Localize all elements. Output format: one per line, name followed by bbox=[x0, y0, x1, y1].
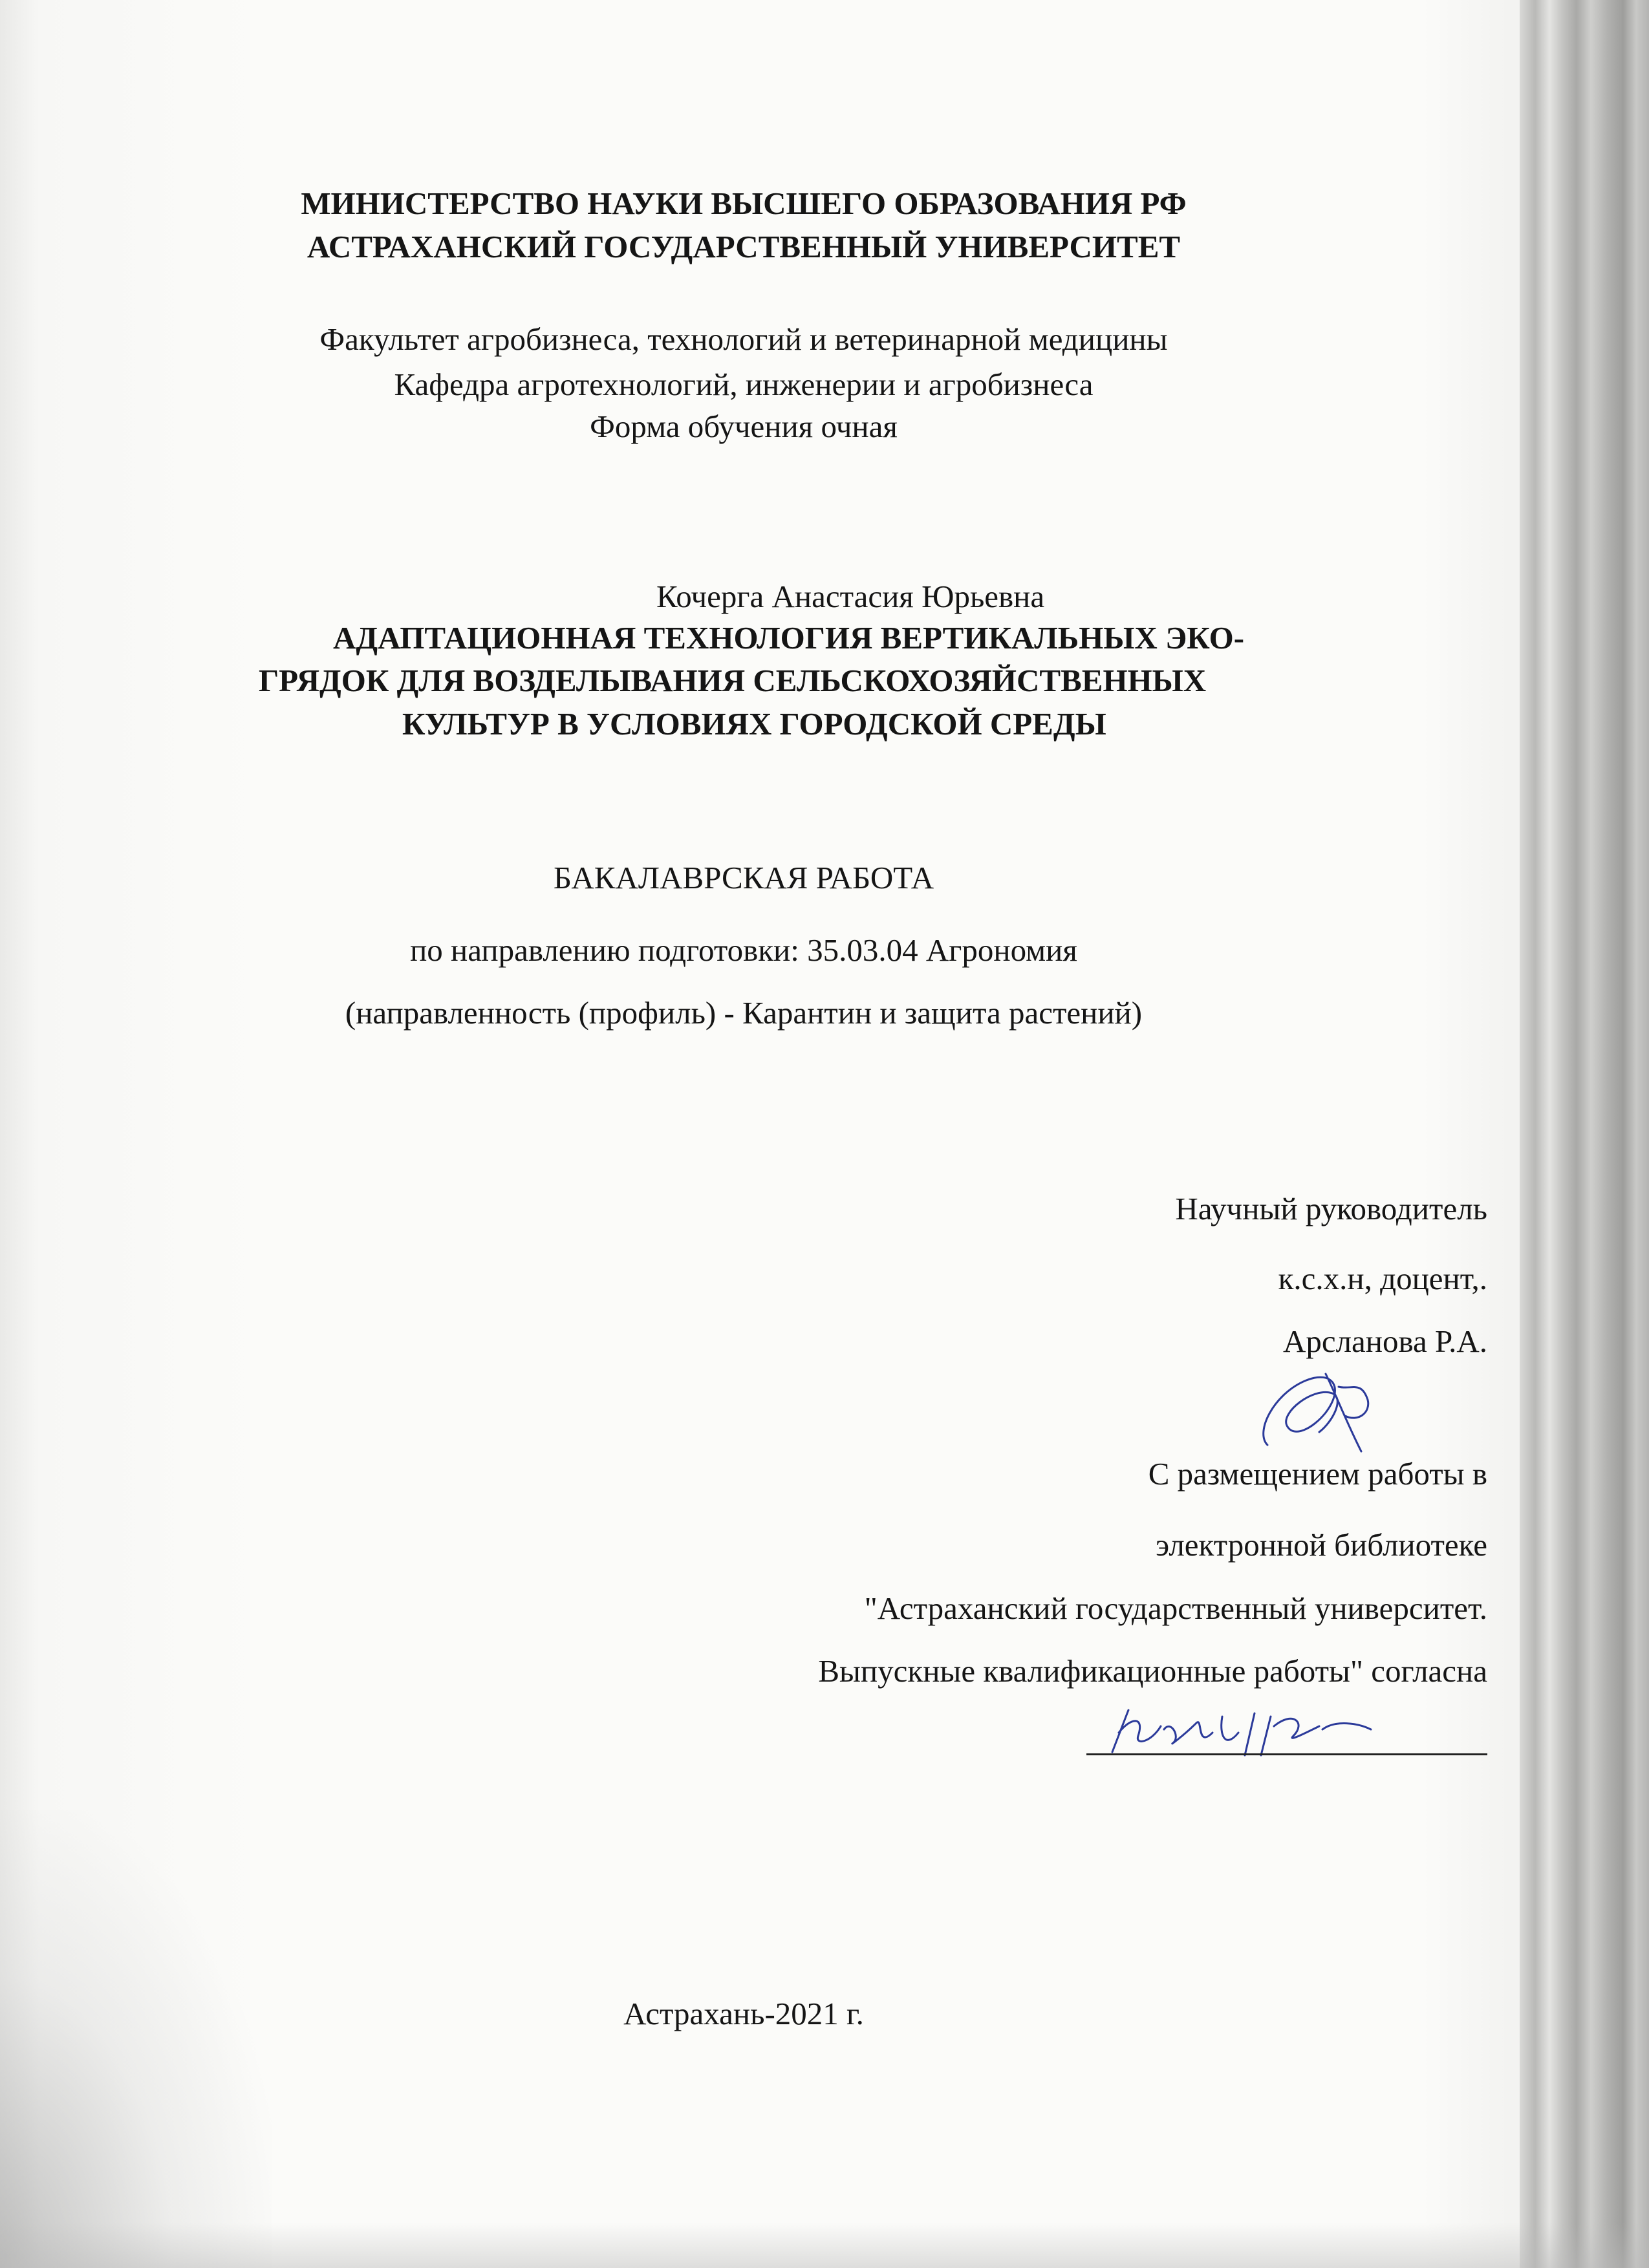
title-line-2: ГРЯДОК ДЛЯ ВОЗДЕЛЫВАНИЯ СЕЛЬСКОХОЗЯЙСТВЕННЫХ bbox=[259, 663, 1207, 698]
supervisor-label: Научный руководитель bbox=[1175, 1191, 1487, 1226]
consent-signature bbox=[1099, 1697, 1384, 1762]
binding-edge bbox=[1520, 0, 1649, 2268]
work-profile: (направленность (профиль) - Карантин и защита растений) bbox=[345, 995, 1143, 1031]
consent-line-1: С размещением работы в bbox=[1148, 1456, 1487, 1492]
city-year: Астрахань-2021 г. bbox=[623, 1996, 864, 2031]
consent-line-4: Выпускные квалификационные работы" согласна bbox=[818, 1653, 1487, 1689]
scan-bottom-shade bbox=[0, 2223, 1649, 2268]
ministry-heading: МИНИСТЕРСТВО НАУКИ ВЫСШЕГО ОБРАЗОВАНИЯ РФ bbox=[301, 186, 1187, 221]
consent-line-2: электронной библиотеке bbox=[1156, 1527, 1487, 1563]
study-form-line: Форма обучения очная bbox=[590, 409, 898, 444]
work-direction: по направлению подготовки: 35.03.04 Агрономия bbox=[410, 932, 1077, 968]
work-type: БАКАЛАВРСКАЯ РАБОТА bbox=[553, 860, 934, 895]
title-line-3: КУЛЬТУР В УСЛОВИЯХ ГОРОДСКОЙ СРЕДЫ bbox=[402, 706, 1106, 742]
author-name: Кочерга Анастасия Юрьевна bbox=[656, 579, 1045, 614]
university-heading: АСТРАХАНСКИЙ ГОСУДАРСТВЕННЫЙ УНИВЕРСИТЕТ bbox=[307, 229, 1181, 264]
faculty-line: Факультет агробизнеса, технологий и ветеринарной медицины bbox=[319, 321, 1168, 357]
supervisor-name: Арсланова Р.А. bbox=[1282, 1323, 1487, 1359]
consent-line-3: "Астраханский государственный университет. bbox=[864, 1590, 1487, 1626]
title-line-1: АДАПТАЦИОННАЯ ТЕХНОЛОГИЯ ВЕРТИКАЛЬНЫХ ЭКО- bbox=[333, 620, 1245, 656]
department-line: Кафедра агротехнологий, инженерии и агробизнеса bbox=[394, 367, 1094, 402]
signature-underline bbox=[1086, 1753, 1487, 1755]
supervisor-signature bbox=[1248, 1361, 1377, 1464]
supervisor-degree: к.с.х.н, доцент,. bbox=[1278, 1261, 1487, 1296]
scan-shadow bbox=[0, 1810, 272, 2268]
